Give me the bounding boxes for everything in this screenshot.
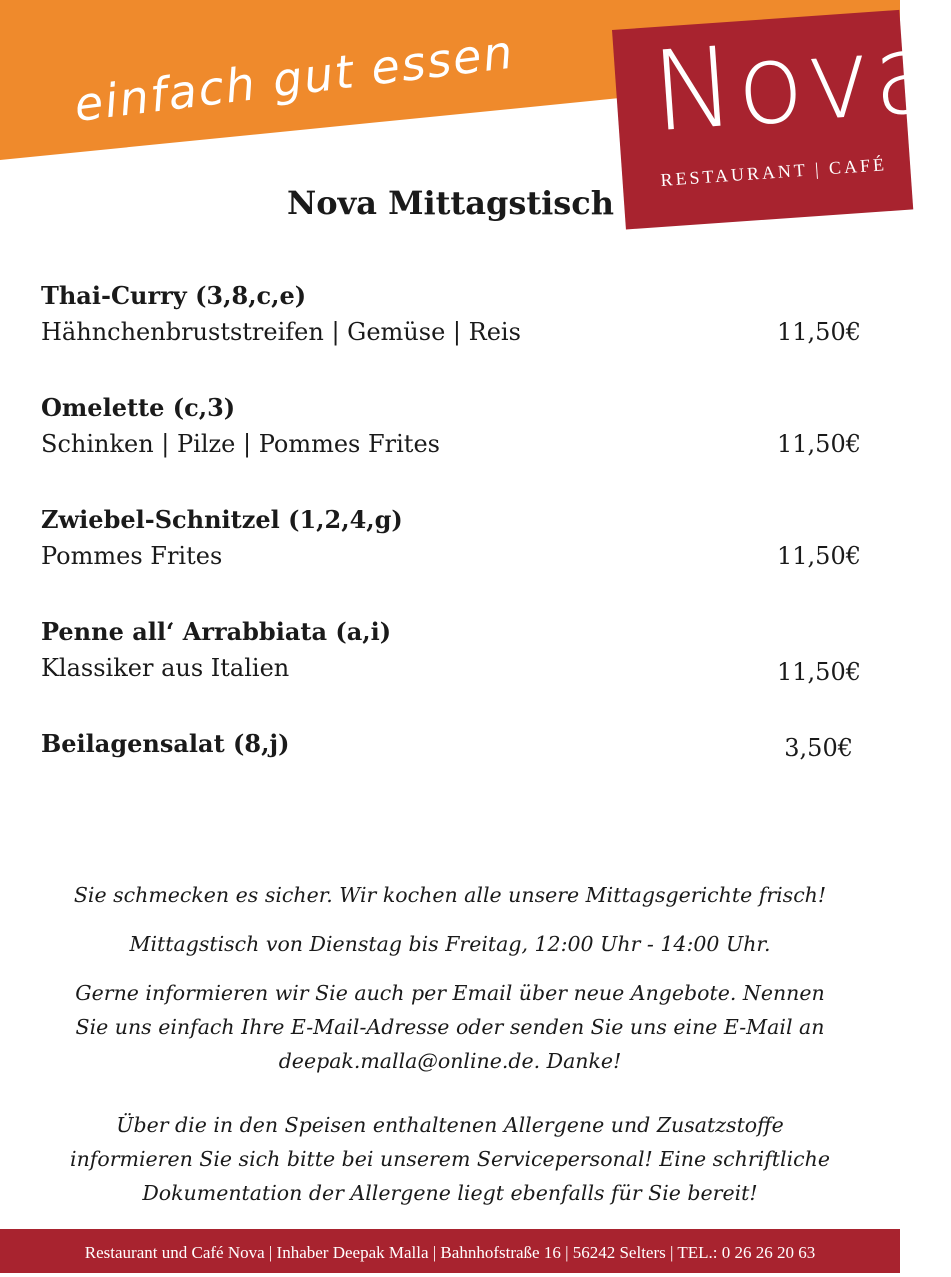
dish-name: Zwiebel-Schnitzel (1,2,4,g) [41, 505, 403, 534]
note-allergens: Über die in den Speisen enthaltenen Allergene und Zusatzstoffe informieren Sie sich bitte bei unserem Servicepersonal! Eine schriftliche Dokumentation der Allergene liegt ebenfalls für Sie bereit! [70, 1113, 830, 1205]
page-title: Nova Mittagstisch [287, 184, 615, 222]
dish-name: Omelette (c,3) [41, 393, 236, 422]
dish-description: Hähnchenbruststreifen | Gemüse | Reis [41, 318, 521, 346]
note-newsletter: Gerne informieren wir Sie auch per Email über neue Angebote. Nennen Sie uns einfach Ihre E-Mail-Adresse oder senden Sie uns eine E-Mail an deepak.malla@online.de. Danke! [75, 981, 825, 1073]
menu-item-thai-curry [41, 278, 861, 390]
info-notes [60, 878, 840, 1225]
nova-logo [612, 8, 947, 230]
dish-description: Klassiker aus Italien [41, 654, 290, 682]
dish-price: 11,50€ [777, 658, 861, 686]
dish-price: 11,50€ [777, 542, 861, 570]
dish-description: Pommes Frites [41, 542, 223, 570]
dish-description: Schinken | Pilze | Pommes Frites [41, 430, 440, 458]
menu-item-zwiebel-schnitzel [41, 502, 861, 614]
menu-item-penne-arrabbiata [41, 614, 861, 726]
menu-item-beilagensalat [41, 726, 861, 838]
footer-bar: Restaurant und Café Nova | Inhaber Deepak Malla | Bahnhofstraße 16 | 56242 Selters | TEL.: 0 26 26 20 63 [0, 1229, 900, 1273]
menu-item-omelette [41, 390, 861, 502]
dish-price: 11,50€ [777, 430, 861, 458]
slogan: einfach gut essen [71, 24, 518, 132]
dish-name: Penne all‘ Arrabbiata (a,i) [41, 617, 392, 646]
dish-price: 11,50€ [777, 318, 861, 346]
note-fresh: Sie schmecken es sicher. Wir kochen alle unsere Mittagsgerichte frisch! [73, 883, 827, 907]
menu-list [41, 278, 861, 838]
logo-subtitle: RESTAURANT | CAFÉ [659, 154, 888, 190]
dish-price: 3,50€ [784, 734, 853, 762]
dish-name: Beilagensalat (8,j) [41, 729, 290, 758]
dish-name: Thai-Curry (3,8,c,e) [41, 281, 307, 310]
logo-wordmark: Nova [647, 8, 947, 157]
note-hours: Mittagstisch von Dienstag bis Freitag, 12:00 Uhr - 14:00 Uhr. [129, 932, 771, 956]
